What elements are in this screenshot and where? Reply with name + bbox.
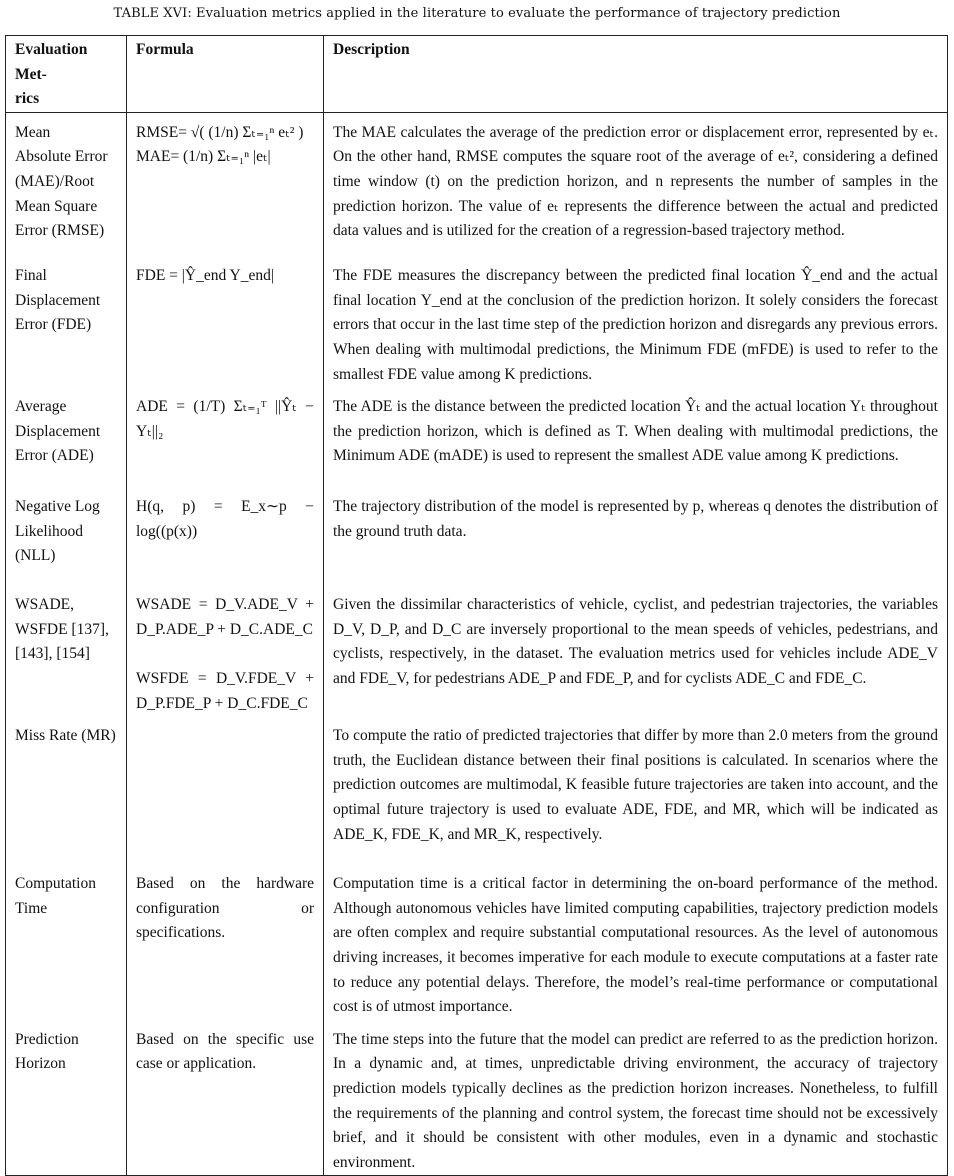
formula-cell: H(q, p) = E_x∼p − log((p(x)): [127, 487, 324, 585]
metric-cell: Miss Rate (MR): [6, 716, 127, 864]
table-row: [6, 256, 948, 387]
description-cell: The FDE measures the discrepancy between the predicted final location Ŷ_end and the actual final location Y_end at the conclusion of the prediction horizon. It solely considers the forecast errors that occur in the last time step of the prediction horizon and disregards any previous errors. When dealing with multimodal predictions, the Minimum FDE (mFDE) is used to refer to the smallest FDE value among K predictions.: [324, 256, 948, 387]
description-cell: The ADE is the distance between the predicted location Ŷₜ and the actual location Yₜ throughout the prediction horizon, which is defined as T. When dealing with multimodal predictions, the Minimum ADE (mADE) is used to represent the smallest ADE value among K predictions.: [324, 387, 948, 487]
formula-cell: [127, 716, 324, 864]
header-metric: Evaluation Met- rics: [6, 36, 127, 113]
table-row: [6, 864, 948, 1020]
formula-cell: ADE = (1/T) Σₜ₌₁ᵀ ||Ŷₜ − Yₜ||₂: [127, 387, 324, 487]
description-cell: The MAE calculates the average of the prediction error or displacement error, represented by eₜ. On the other hand, RMSE computes the square root of the average of eₜ², considering a defined time window (t) on the prediction horizon, and n represents the number of samples in the prediction horizon. The value of eₜ represents the difference between the actual and predicted data values and is utilized for the creation of a regression-based trajectory method.: [324, 112, 948, 256]
header-description: Description: [324, 36, 948, 113]
table-row: [6, 387, 948, 487]
description-cell: The trajectory distribution of the model is represented by p, whereas q denotes the distribution of the ground truth data.: [324, 487, 948, 585]
metric-cell: Computation Time: [6, 864, 127, 1020]
table-row: [6, 1020, 948, 1176]
evaluation-metrics-table: [5, 35, 948, 1176]
metric-cell: Final Displacement Error (FDE): [6, 256, 127, 387]
table-row: [6, 585, 948, 716]
description-cell: The time steps into the future that the model can predict are referred to as the prediction horizon. In a dynamic and, at times, unpredictable driving environment, the accuracy of trajectory prediction models typically declines as the prediction horizon increases. Nonetheless, to fulfill the requirements of the planning and control system, the forecast time should not be excessively brief, and it should be consistent with other modules, even in a dynamic and stochastic environment.: [324, 1020, 948, 1176]
table-row: [6, 112, 948, 256]
formula-cell: FDE = |Ŷ_end Y_end|: [127, 256, 324, 387]
metric-cell: Mean Absolute Error (MAE)/Root Mean Square Error (RMSE): [6, 112, 127, 256]
metric-cell: Negative Log Likelihood (NLL): [6, 487, 127, 585]
table-row: [6, 716, 948, 864]
formula-cell: RMSE= √( (1/n) Σₜ₌₁ⁿ eₜ² ) MAE= (1/n) Σₜ₌₁ⁿ |eₜ|: [127, 112, 324, 256]
formula-cell: Based on the specific use case or application.: [127, 1020, 324, 1176]
metric-cell: WSADE, WSFDE [137], [143], [154]: [6, 585, 127, 716]
description-cell: Given the dissimilar characteristics of vehicle, cyclist, and pedestrian trajectories, the variables D_V, D_P, and D_C are inversely proportional to the mean speeds of vehicles, pedestrians, and cyclists, respectively, in the dataset. The evaluation metrics used for vehicles include ADE_V and FDE_V, for pedestrians ADE_P and FDE_P, and for cyclists ADE_C and FDE_C.: [324, 585, 948, 716]
formula-cell: Based on the hardware configuration or specifications.: [127, 864, 324, 1020]
table-header-row: [6, 36, 948, 113]
header-formula: Formula: [127, 36, 324, 113]
table-caption: TABLE XVI: Evaluation metrics applied in the literature to evaluate the performance of trajectory prediction: [113, 6, 841, 21]
description-cell: To compute the ratio of predicted trajectories that differ by more than 2.0 meters from the ground truth, the Euclidean distance between their final positions is calculated. In scenarios where the prediction outcomes are multimodal, K feasible future trajectories are taken into account, and the optimal future trajectory is used to evaluate ADE, FDE, and MR, which will be indicated as ADE_K, FDE_K, and MR_K, respectively.: [324, 716, 948, 864]
metric-cell: Average Displacement Error (ADE): [6, 387, 127, 487]
metric-cell: Prediction Horizon: [6, 1020, 127, 1176]
description-cell: Computation time is a critical factor in determining the on-board performance of the method. Although autonomous vehicles have limited computing capabilities, trajectory prediction models are often complex and require substantial computational resources. As the level of autonomous driving increases, it becomes imperative for each module to execute computations at a faster rate to reduce any potential delays. Therefore, the model’s real-time performance or computational cost is of utmost importance.: [324, 864, 948, 1020]
formula-cell: WSADE = D_V.ADE_V + D_P.ADE_P + D_C.ADE_C WSFDE = D_V.FDE_V + D_P.FDE_P + D_C.FDE_C: [127, 585, 324, 716]
table-row: [6, 487, 948, 585]
